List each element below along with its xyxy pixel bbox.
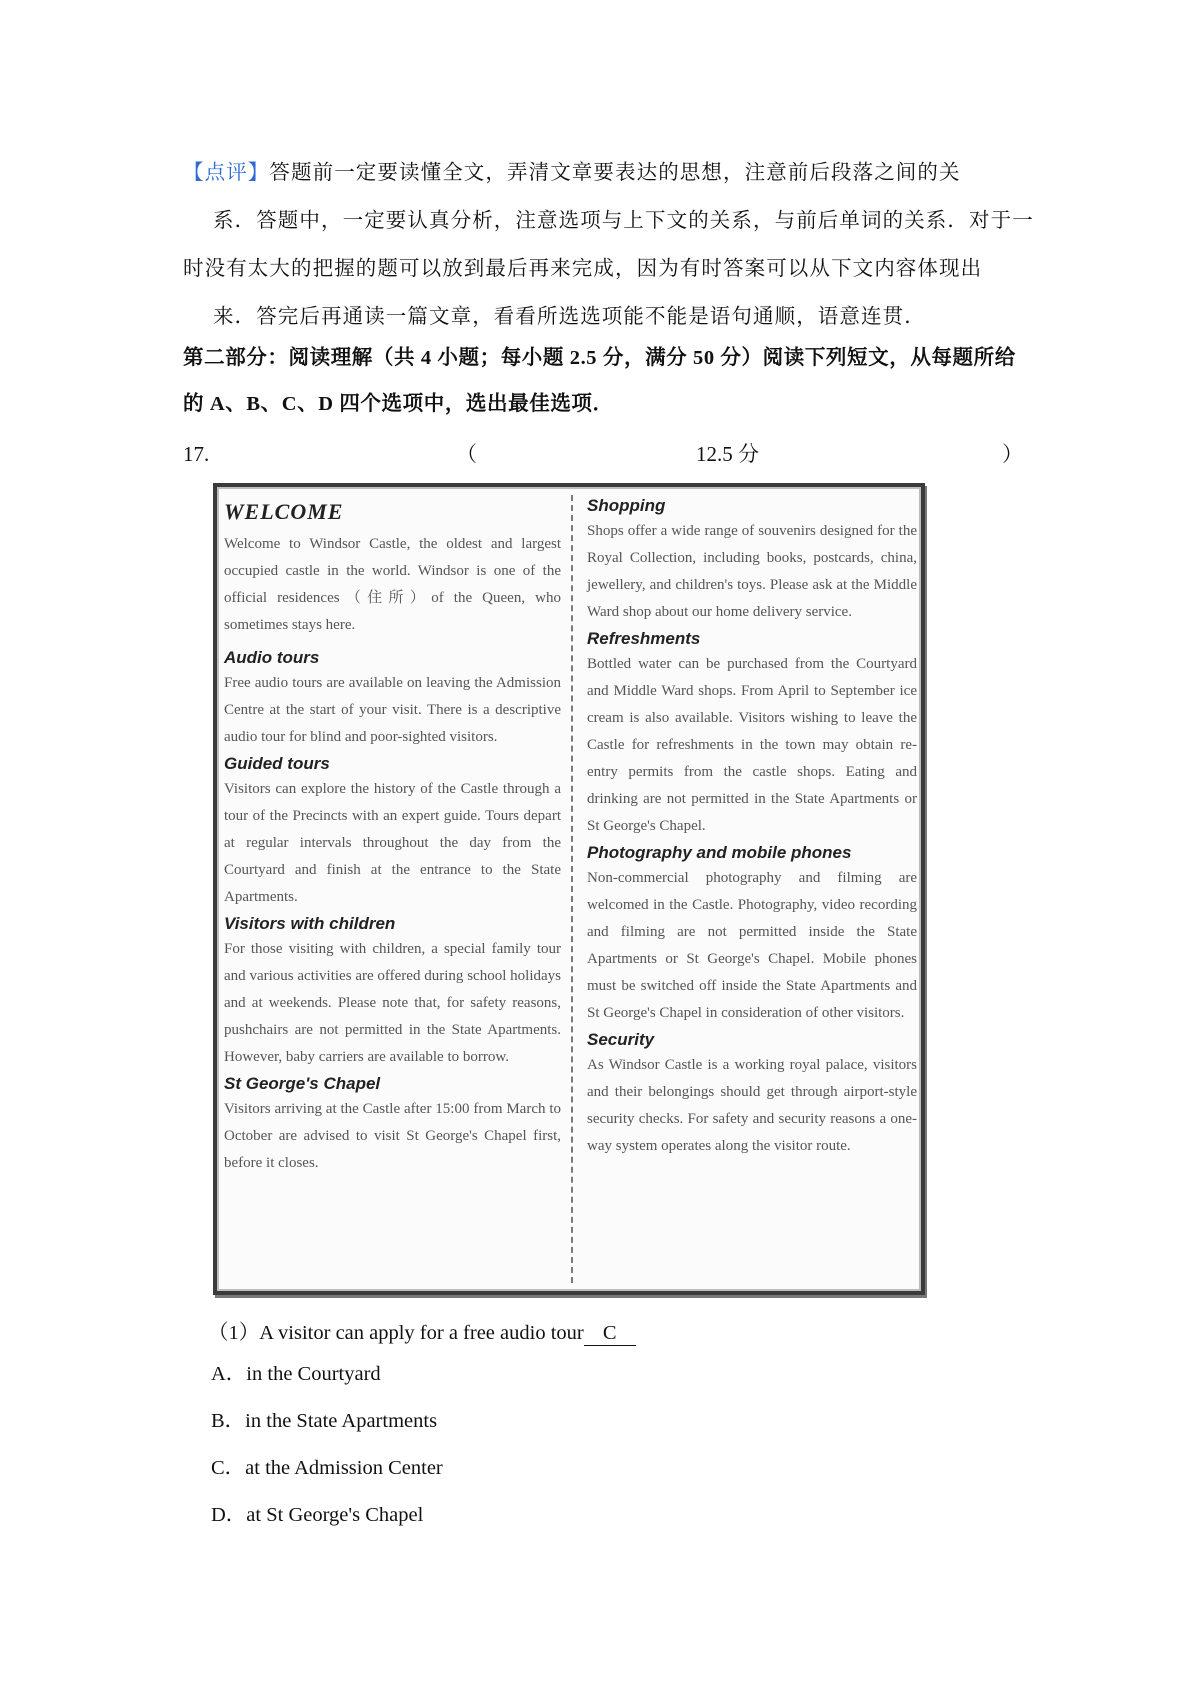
option-a[interactable]: A．in the Courtyard xyxy=(211,1363,381,1385)
comment-line-2: 系．答题中，一定要认真分析，注意选项与上下文的关系，与前后单词的关系．对于一 xyxy=(213,208,1034,232)
refreshments-title: Refreshments xyxy=(587,629,701,648)
st-georges-chapel-text: Visitors arriving at the Castle after 15:00 from March to October are advised to visit St George's Chapel first, before it closes. xyxy=(224,1101,561,1171)
st-georges-chapel-title: St George's Chapel xyxy=(224,1074,381,1093)
question-close-paren: ） xyxy=(1002,442,1023,466)
subquestion-1-answer: C xyxy=(584,1322,636,1346)
question-open-paren: （ xyxy=(456,442,477,466)
security-text: As Windsor Castle is a working royal palace, visitors and their belongings should get through airport-style security checks. For safety and security reasons a one-way system operates along the visitor route. xyxy=(587,1057,917,1154)
notice-right-column xyxy=(587,493,917,1160)
question-score: 12.5 分 xyxy=(696,442,759,466)
refreshments-text: Bottled water can be purchased from the Courtyard and Middle Ward shops. From April to September ice cream is also available. Visitors wishing to leave the Castle for refreshments in the town may obtain re-entry permits from the castle shops. Eating and drinking are not permitted in the State Apartments or St George's Chapel. xyxy=(587,656,917,834)
section-heading xyxy=(183,338,1028,430)
section-heading-line-1: 第二部分：阅读理解（共 4 小题；每小题 2.5 分，满分 50 分）阅读下列短文，从每题所给 xyxy=(183,347,1016,369)
option-c[interactable]: C．at the Admission Center xyxy=(211,1457,443,1479)
shopping-title: Shopping xyxy=(587,496,666,515)
notice-left-column xyxy=(224,493,561,1177)
column-divider xyxy=(571,495,573,1283)
audio-tours-title: Audio tours xyxy=(224,648,320,667)
subquestion-1-text: （1）A visitor can apply for a free audio tour xyxy=(208,1322,584,1344)
comment-tag: 【点评】 xyxy=(183,160,270,184)
photography-title: Photography and mobile phones xyxy=(587,843,852,862)
comment-text: 答题前一定要读懂全文，弄清文章要表达的思想，注意前后段落之间的关 xyxy=(269,160,961,184)
photography-text: Non-commercial photography and filming are welcomed in the Castle. Photography, video recording and filming are not permitted inside the State Apartments or St George's Chapel. Mobile phones must be switched off inside the State Apartments and St George's Chapel in consideration of other visitors. xyxy=(587,870,917,1021)
shopping-text: Shops offer a wide range of souvenirs designed for the Royal Collection, including books, postcards, china, jewellery, and children's toys. Please ask at the Middle Ward shop about our home delivery service. xyxy=(587,523,917,620)
guided-tours-title: Guided tours xyxy=(224,754,330,773)
welcome-text: Welcome to Windsor Castle, the oldest and largest occupied castle in the world. Windsor is one of the official residences（住所）of the Queen, who sometimes stays here. xyxy=(224,536,561,633)
section-heading-line-2: 的 A、B、C、D 四个选项中，选出最佳选项． xyxy=(183,393,614,415)
comment-paragraph xyxy=(183,152,1034,344)
option-d[interactable]: D．at St George's Chapel xyxy=(211,1504,424,1526)
welcome-title: WELCOME xyxy=(224,499,344,524)
comment-line-3: 时没有太大的把握的题可以放到最后再来完成，因为有时答案可以从下文内容体现出 xyxy=(183,256,983,280)
subquestion-1 xyxy=(208,1315,636,1346)
visitors-with-children-text: For those visiting with children, a special family tour and various activities are offered during school holidays and at weekends. Please note that, for safety reasons, pushchairs are not permitted in the State Apartments. However, baby carriers are available to borrow. xyxy=(224,941,561,1065)
comment-line-1 xyxy=(183,152,1023,200)
windsor-castle-notice xyxy=(213,483,925,1295)
question-number: 17. xyxy=(183,442,210,466)
security-title: Security xyxy=(587,1030,655,1049)
answer-options xyxy=(211,1360,443,1548)
option-b[interactable]: B．in the State Apartments xyxy=(211,1410,438,1432)
visitors-with-children-title: Visitors with children xyxy=(224,914,396,933)
comment-line-4: 来．答完后再通读一篇文章，看看所选选项能不能是语句通顺，语意连贯． xyxy=(213,304,926,328)
audio-tours-text: Free audio tours are available on leaving the Admission Centre at the start of your visit. There is a descriptive audio tour for blind and poor-sighted visitors. xyxy=(224,675,561,745)
guided-tours-text: Visitors can explore the history of the Castle through a tour of the Precincts with an expert guide. Tours depart at regular intervals throughout the day from the Courtyard and finish at the entrance to the State Apartments. xyxy=(224,781,561,905)
